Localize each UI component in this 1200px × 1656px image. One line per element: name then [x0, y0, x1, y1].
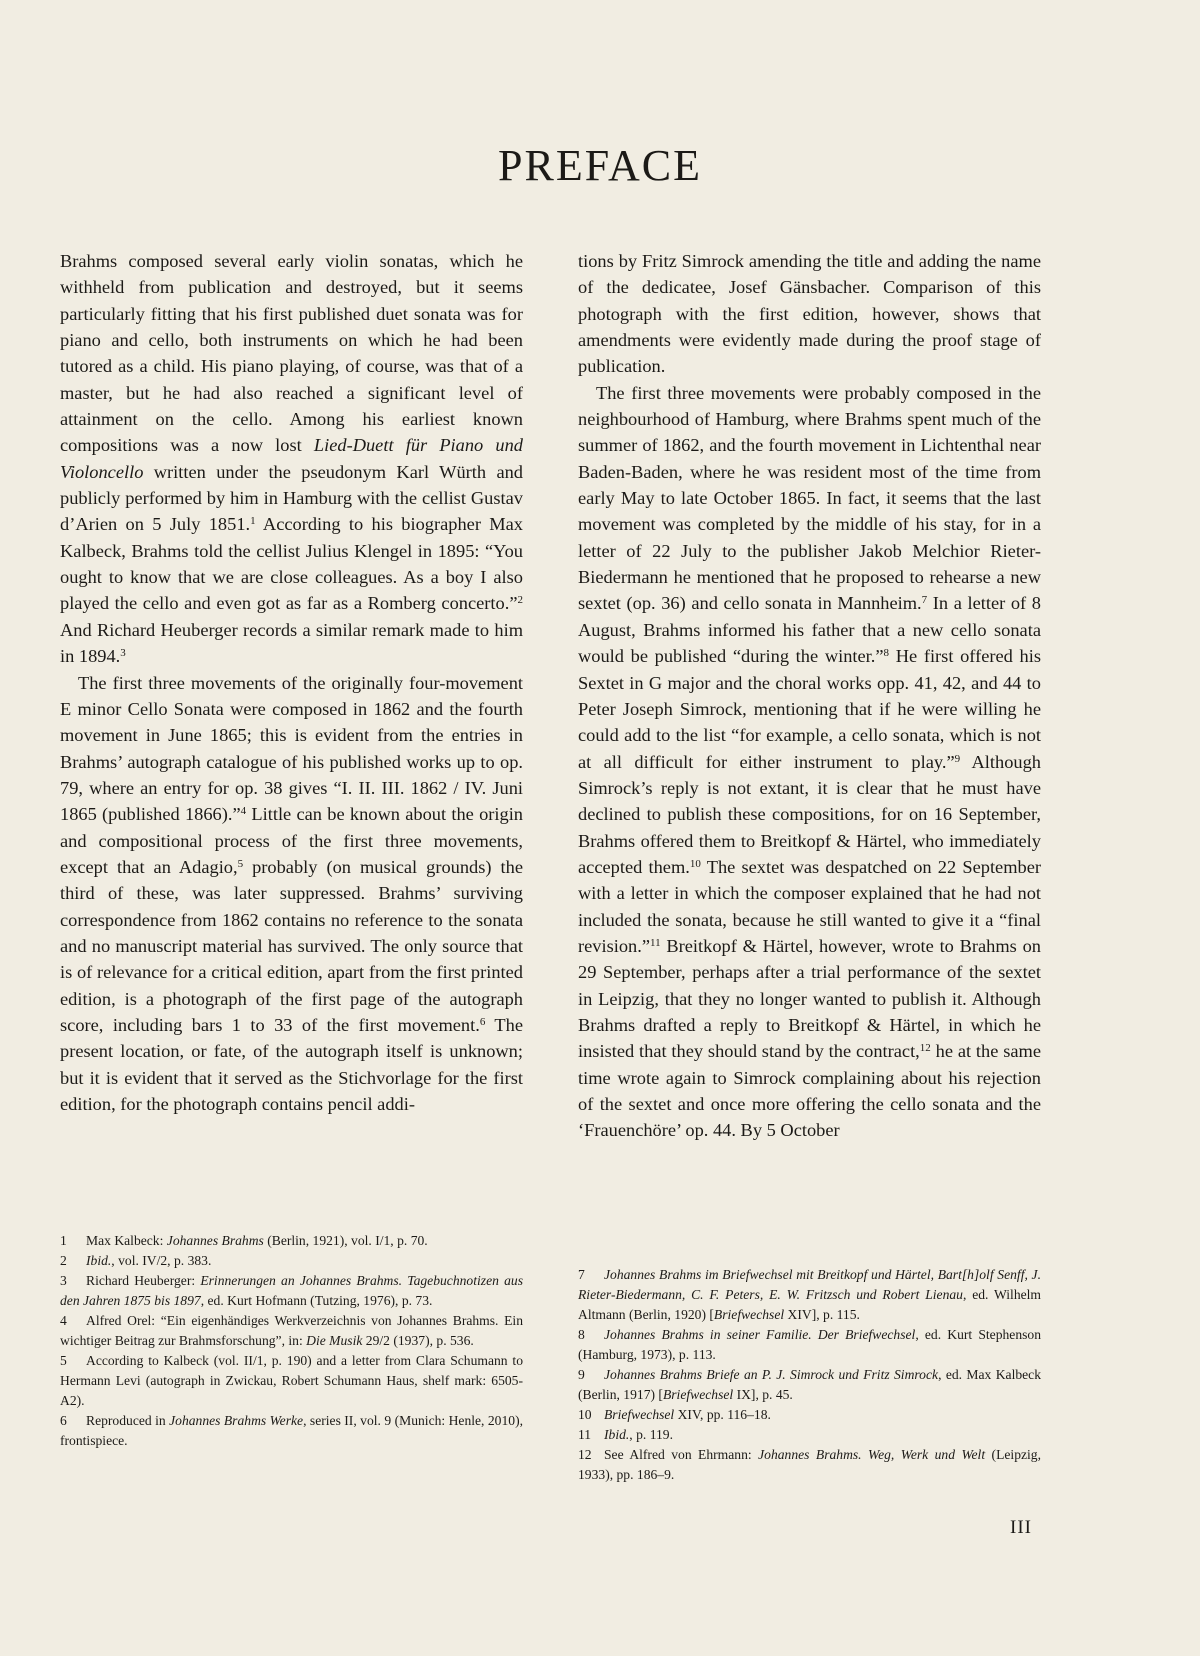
footnote-ref[interactable]: 9 — [954, 752, 961, 765]
footnote-number: 2 — [60, 1253, 67, 1268]
footnote: 1 Max Kalbeck: Johannes Brahms (Berlin, 1921), vol. I/1, p. 70. — [60, 1231, 523, 1251]
page-title: PREFACE — [498, 141, 702, 190]
footnote: 11 Ibid., p. 119. — [578, 1425, 1041, 1445]
footnote-ref[interactable]: 4 — [240, 805, 247, 818]
footnote-number: 12 — [578, 1447, 592, 1462]
footnote-number: 10 — [578, 1407, 592, 1422]
footnote-number: 4 — [60, 1313, 67, 1328]
footnote-number: 5 — [60, 1353, 67, 1368]
footnote-ref[interactable]: 6 — [479, 1015, 486, 1028]
footnote-number: 11 — [578, 1427, 592, 1442]
footnote-number: 7 — [578, 1267, 585, 1282]
footnote-ref[interactable]: 10 — [689, 857, 701, 870]
footnote-ref[interactable]: 5 — [237, 857, 244, 870]
footnote-ref[interactable]: 12 — [919, 1042, 931, 1055]
footnote-ref[interactable]: 2 — [517, 594, 523, 607]
right-column — [578, 248, 1041, 1144]
footnote-ref[interactable]: 1 — [250, 515, 256, 528]
footnote-number: 8 — [578, 1327, 585, 1342]
footnote-ref[interactable]: 3 — [120, 647, 126, 660]
footnote-ref[interactable]: 8 — [883, 647, 890, 660]
left-column — [60, 248, 523, 1117]
body-paragraph: The first three movements of the originally four-movement E minor Cello Sonata were composed in 1862 and the fourth movement in June 1865; this is evident from the entries in Brahms’ autograph catalogue of his published works up to op. 79, where an entry for op. 38 gives “I. II. III. 1862 / IV. Juni 1865 (published 1866).”$^4$ Little can be known about the origin and compositional process of the first three movements, except that an Adagio,$^5$ probably (on musical grounds) the third of these, was later suppressed. Brahms’ surviving correspondence from 1862 contains no reference to the sonata and no manuscript material has survived. The only source that is of relevance for a critical edition, apart from the first printed edition, is a photograph of the first page of the autograph score, including bars 1 to 33 of the first movement.$^6$ The present location, or fate, of the autograph itself is unknown; but it is evident that it served as the Stichvorlage for the first edition, for the photograph contains pencil addi- — [60, 672, 523, 1114]
body-paragraph: Brahms composed several early violin sonatas, which he withheld from publication and destroyed, but it seems particularly fitting that his first published duet sonata was for piano and cello, both instruments on which he had been tutored as a child. His piano playing, of course, was that of a master, but he had also reached a significant level of attainment on the cello. Among his earliest known compositions was a now lost Lied-Duett für Piano und Violoncello written under the pseudonym Karl Würth and publicly performed by him in Hamburg with the cellist Gustav d’Arien on 5 July 1851.$^1$ According to his biographer Max Kalbeck, Brahms told the cellist Julius Klengel in 1895: “You ought to know that we are close colleagues. As a boy I also played the cello and even got as far as a Romberg concerto.”$^2$ And Richard Heuberger records a similar remark made to him in 1894.$^3$ — [60, 251, 523, 667]
footnote: 6 Reproduced in Johannes Brahms Werke, series II, vol. 9 (Munich: Henle, 2010), frontispiece. — [60, 1413, 523, 1448]
page-number: III — [1010, 1517, 1032, 1538]
footnote-number: 1 — [60, 1233, 67, 1248]
footnote: 2 Ibid., vol. IV/2, p. 383. — [60, 1251, 523, 1271]
footnote: 12 See Alfred von Ehrmann: Johannes Brahms. Weg, Werk und Welt (Leipzig, 1933), pp. 186–9. — [578, 1447, 1042, 1482]
footnote-number: 9 — [578, 1367, 585, 1382]
body-paragraph: The first three movements were probably composed in the neighbourhood of Hamburg, where Brahms spent much of the summer of 1862, and the fourth movement in Lichtenthal near Baden-Baden, where he was resident most of the time from early May to late October 1865. In fact, it seems that the last movement was completed by the middle of his stay, for in a letter of 22 July to the publisher Jakob Melchior Rieter-Biedermann he mentioned that he proposed to rehearse a new sextet (op. 36) and cello sonata in Mannheim.$^7$ In a letter of 8 August, Brahms informed his father that a new cello sonata would be published “during the winter.”$^8$ He first offered his Sextet in G major and the choral works opp. 41, 42, and 44 to Peter Joseph Simrock, mentioning that if he were willing he could add to the list “for example, a cello sonata, which is not at all difficult for either instrument to play.”$^9$ Although Simrock’s reply is not extant, it is clear that he must have declined to publish these compositions, for on 16 September, Brahms offered them to Breitkopf & Härtel, who immediately accepted them.$^{10}$ The sextet was despatched on 22 September with a letter in which the composer explained that he had not included the sonata, because he still wanted to give it a “final revision.”$^{11}$ Breitkopf & Härtel, however, wrote to Brahms on 29 September, perhaps after a trial performance of the sextet in Leipzig, that they no longer wanted to publish it. Although Brahms drafted a reply to Breitkopf & Härtel, in which he insisted that they should stand by the contract,$^{12}$ he at the same time wrote again to Simrock complaining about his rejection of the sextet and once more offering the cello sonata and the ‘Frauenchöre’ op. 44. By 5 October — [578, 382, 1042, 1141]
body-paragraph: tions by Fritz Simrock amending the title and adding the name of the dedicatee, Josef Gänsbacher. Comparison of this photograph with the first edition, however, shows that amendments were evidently made during the proof stage of publication. — [578, 251, 1041, 377]
footnote: 9 Johannes Brahms Briefe an P. J. Simrock und Fritz Simrock, ed. Max Kalbeck (Berlin, 1917) [Briefwechsel IX], p. 45. — [578, 1367, 1042, 1402]
footnotes-left — [60, 1231, 523, 1451]
footnote: 8 Johannes Brahms in seiner Familie. Der Briefwechsel, ed. Kurt Stephenson (Hamburg, 1973), p. 113. — [578, 1327, 1042, 1362]
footnote-ref[interactable]: 11 — [650, 936, 661, 949]
footnote-number: 3 — [60, 1273, 67, 1288]
footnote: 4 Alfred Orel: “Ein eigenhändiges Werkverzeichnis von Johannes Brahms. Ein wichtiger Beitrag zur Brahmsforschung”, in: Die Musik 29/2 (1937), p. 536. — [60, 1313, 523, 1348]
work-title: Lied-Duett für Piano und Violoncello — [60, 435, 523, 482]
footnote: 3 Richard Heuberger: Erinnerungen an Johannes Brahms. Tagebuchnotizen aus den Jahren 1875 bis 1897, ed. Kurt Hofmann (Tutzing, 1976), p. 73. — [60, 1273, 523, 1308]
footnote: 5 According to Kalbeck (vol. II/1, p. 190) and a letter from Clara Schumann to Hermann Levi (autograph in Zwickau, Robert Schumann Haus, shelf mark: 6505-A2). — [60, 1353, 523, 1408]
footnote-ref[interactable]: 7 — [921, 594, 928, 607]
footnote-number: 6 — [60, 1413, 67, 1428]
footnote: 10 Briefwechsel XIV, pp. 116–18. — [578, 1405, 1041, 1425]
footnote: 7 Johannes Brahms im Briefwechsel mit Breitkopf und Härtel, Bart[h]olf Senff, J. Rieter-Biedermann, C. F. Peters, E. W. Fritzsch und Robert Lienau, ed. Wilhelm Altmann (Berlin, 1920) [Briefwechsel XIV], p. 115. — [578, 1267, 1041, 1322]
footnotes-right — [578, 1265, 1041, 1485]
